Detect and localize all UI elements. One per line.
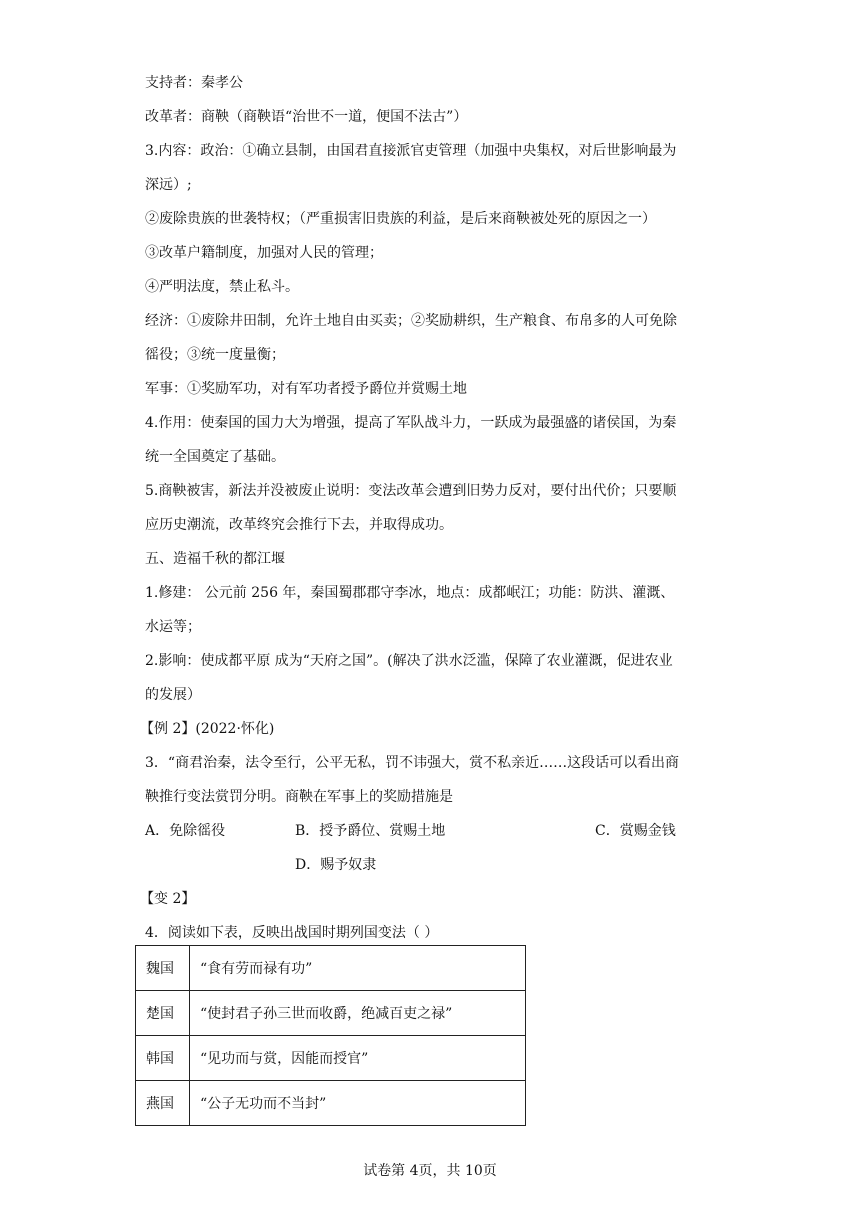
text-line: ④严明法度，禁止私斗。 [145, 279, 299, 295]
table-cell-quote: “见功而与赏，因能而授官” [190, 1036, 526, 1081]
option-c: C．赏赐金钱 [595, 823, 676, 839]
text-line: 统一全国奠定了基础。 [145, 449, 285, 465]
text-line: 4.作用：使秦国的国力大为增强，提高了军队战斗力，一跃成为最强盛的诸侯国，为秦 [145, 415, 677, 431]
example-label: 【例 2】(2022·怀化) [140, 721, 275, 737]
table-row [136, 1036, 526, 1081]
text-line: 水运等； [145, 619, 201, 635]
table-cell-state: 燕国 [136, 1081, 190, 1126]
text-line: ③改革户籍制度，加强对人民的管理； [145, 245, 383, 261]
text-line: 5.商鞅被害，新法并没被废止说明：变法改革会遭到旧势力反对，要付出代价；只要顺 [145, 483, 677, 499]
question-4-stem: 4．阅读如下表，反映出战国时期列国变法（ ） [145, 925, 439, 941]
question-3-stem: 3．“商君治秦，法令至行，公平无私，罚不讳强大，赏不私亲近……这段话可以看出商 [145, 755, 680, 771]
page-footer: 试卷第 4页，共 10页 [363, 1163, 497, 1179]
table-row [136, 946, 526, 991]
text-line: 徭役；③统一度量衡； [145, 347, 285, 363]
table-cell-quote: “公子无功而不当封” [190, 1081, 526, 1126]
text-line: 改革者：商鞅（商鞅语“治世不一道，便国不法古”） [145, 109, 468, 125]
table-cell-quote: “食有劳而禄有功” [190, 946, 526, 991]
text-line: ②废除贵族的世袭特权；（严重损害旧贵族的利益，是后来商鞅被处死的原因之一） [145, 211, 656, 227]
table-row [136, 991, 526, 1036]
table-cell-state: 楚国 [136, 991, 190, 1036]
table-cell-quote: “使封君子孙三世而收爵，绝减百吏之禄” [190, 991, 526, 1036]
text-line: 支持者：秦孝公 [145, 75, 243, 91]
table-cell-state: 魏国 [136, 946, 190, 991]
text-line: 1.修建： 公元前 256 年，秦国蜀郡郡守李冰，地点：成都岷江；功能：防洪、灌溉、 [145, 585, 675, 601]
table-row [136, 1081, 526, 1126]
text-line: 3.内容：政治：①确立县制，由国君直接派官吏管理（加强中央集权，对后世影响最为 [145, 143, 677, 159]
text-line: 应历史潮流，改革终究会推行下去，并取得成功。 [145, 517, 453, 533]
table-cell-state: 韩国 [136, 1036, 190, 1081]
text-line: 深远）; [145, 177, 192, 193]
option-a: A．免除徭役 [145, 823, 226, 839]
section-heading: 五、造福千秋的都江堰 [145, 551, 285, 567]
question-3-stem: 鞅推行变法赏罚分明。商鞅在军事上的奖励措施是 [145, 789, 453, 805]
text-line: 2.影响：使成都平原 成为“天府之国”。(解决了洪水泛滥，保障了农业灌溉，促进农业 [145, 653, 673, 669]
option-d: D．赐予奴隶 [295, 857, 377, 873]
text-line: 的发展） [145, 687, 201, 703]
variant-label: 【变 2】 [140, 891, 196, 907]
text-line: 军事：①奖励军功，对有军功者授予爵位并赏赐土地 [145, 381, 467, 397]
reform-table [135, 945, 526, 1126]
option-b: B．授予爵位、赏赐土地 [295, 823, 446, 839]
text-line: 经济：①废除井田制，允许土地自由买卖；②奖励耕织，生产粮食、布帛多的人可免除 [145, 313, 677, 329]
